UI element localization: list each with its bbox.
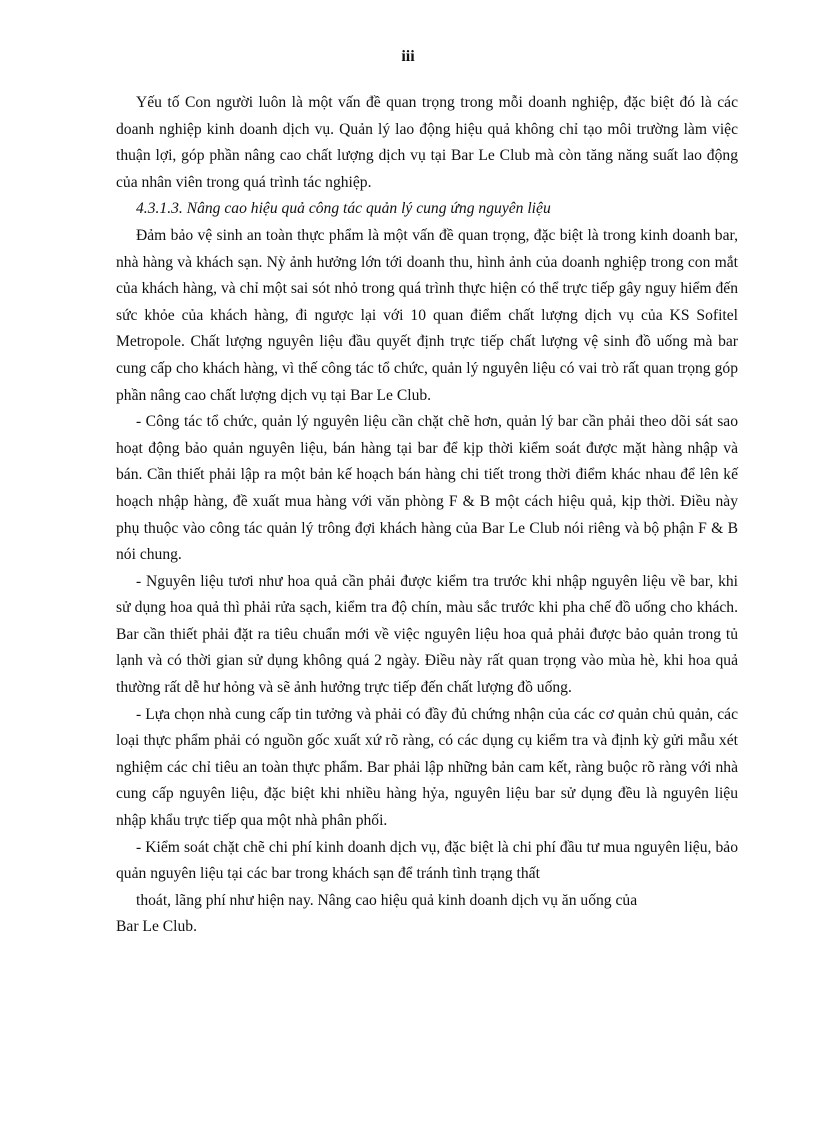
paragraph-management: - Công tác tổ chức, quản lý nguyên liệu cần chặt chẽ hơn, quản lý bar cần phải theo dõi sát sao hoạt động bảo quản nguyên liệu, bán hàng tại bar để kịp thời kiểm soát được mặt hàng nhập và bán. Cần thiết phải lập ra một bản kế hoạch bán hàng chi tiết trong thời điểm khác nhau để lên kế hoạch nhập hàng, đề xuất mua hàng với văn phòng F & B một cách hiệu quả, kịp thời. Điều này phụ thuộc vào công tác quản lý trông đợi khách hàng của Bar Le Club nói riêng và bộ phận F & B nói chung.	[116, 413, 738, 564]
paragraph-human-factor: Yếu tố Con người luôn là một vấn đề quan trọng trong mỗi doanh nghiệp, đặc biệt đó là các doanh nghiệp kinh doanh dịch vụ. Quản lý lao động hiệu quả không chỉ tạo môi trường làm việc thuận lợi, góp phần nâng cao chất lượng dịch vụ tại Bar Le Club mà còn tăng năng suất lao động của nhân viên trong quá trình tác nghiệp.	[116, 94, 738, 191]
page-number: iii	[401, 48, 415, 65]
section-heading: 4.3.1.3. Nâng cao hiệu quả công tác quản lý cung ứng nguyên liệu	[136, 200, 551, 218]
paragraph-cost-control-line-2: thoát, lãng phí như hiện nay. Nâng cao hiệu quả kinh doanh dịch vụ ăn uống của	[136, 891, 638, 909]
paragraph-suppliers: - Lựa chọn nhà cung cấp tin tưởng và phải có đầy đủ chứng nhận của các cơ quản chủ quản, các loại thực phẩm phải có nguồn gốc xuất xứ rõ ràng, có các dụng cụ kiểm tra và định kỳ gửi mẫu xét nghiệm các chỉ tiêu an toàn thực phẩm. Bar phải lập những bản cam kết, ràng buộc rõ ràng với nhà cung cấp nguyên liệu, đặc biệt khi nhiều hàng hỷa, nguyên liệu bar sử dụng đều là nguyên liệu nhập khẩu trực tiếp qua một nhà phân phối.	[116, 705, 738, 830]
paragraph-food-safety: Đảm bảo vệ sinh an toàn thực phẩm là một vấn đề quan trọng, đặc biệt là trong kinh doanh bar, nhà hàng và khách sạn. Nỳ ảnh hưởng lớn tới doanh thu, hình ảnh của doanh nghiệp trong con mắt của khách hàng, và chỉ một sai sót nhỏ trong quá trình thực hiện có thể trực tiếp gây nguy hiểm đến sức khỏe của khách hàng, đi ngược lại với 10 quan điểm chất lượng dịch vụ của KS Sofitel Metropole. Chất lượng nguyên liệu đầu quyết định trực tiếp chất lượng vệ sinh đồ uống mà bar cung cấp cho khách hàng, vì thế công tác tổ chức, quản lý nguyên liệu có vai trò rất quan trọng góp phần nâng cao chất lượng dịch vụ tại Bar Le Club.	[116, 226, 738, 404]
paragraph-cost-control	[116, 835, 738, 915]
paragraph-fresh-ingredients: - Nguyên liệu tươi như hoa quả cần phải được kiểm tra trước khi nhập nguyên liệu về bar, khi sử dụng hoa quả thì phải rửa sạch, kiểm tra độ chín, màu sắc trước khi pha chế đồ uống cho khách. Bar cần thiết phải đặt ra tiêu chuẩn mới về việc nguyên liệu hoa quả phải được bảo quản trong tủ lạnh và có thời gian sử dụng không quá 2 ngày. Điều này rất quan trọng vào mùa hè, khi hoa quả thường rất dễ hư hỏng và sẽ ảnh hưởng trực tiếp đến chất lượng đồ uống.	[116, 572, 738, 697]
paragraph-cost-control-end: Bar Le Club.	[116, 918, 197, 936]
paragraph-cost-control-line-1: - Kiểm soát chặt chẽ chi phí kinh doanh dịch vụ, đặc biệt là chi phí đầu tư mua nguyên liệu, bảo quản nguyên liệu tại các bar trong khách sạn để tránh tình trạng thất	[116, 838, 738, 883]
body-text	[116, 90, 738, 941]
